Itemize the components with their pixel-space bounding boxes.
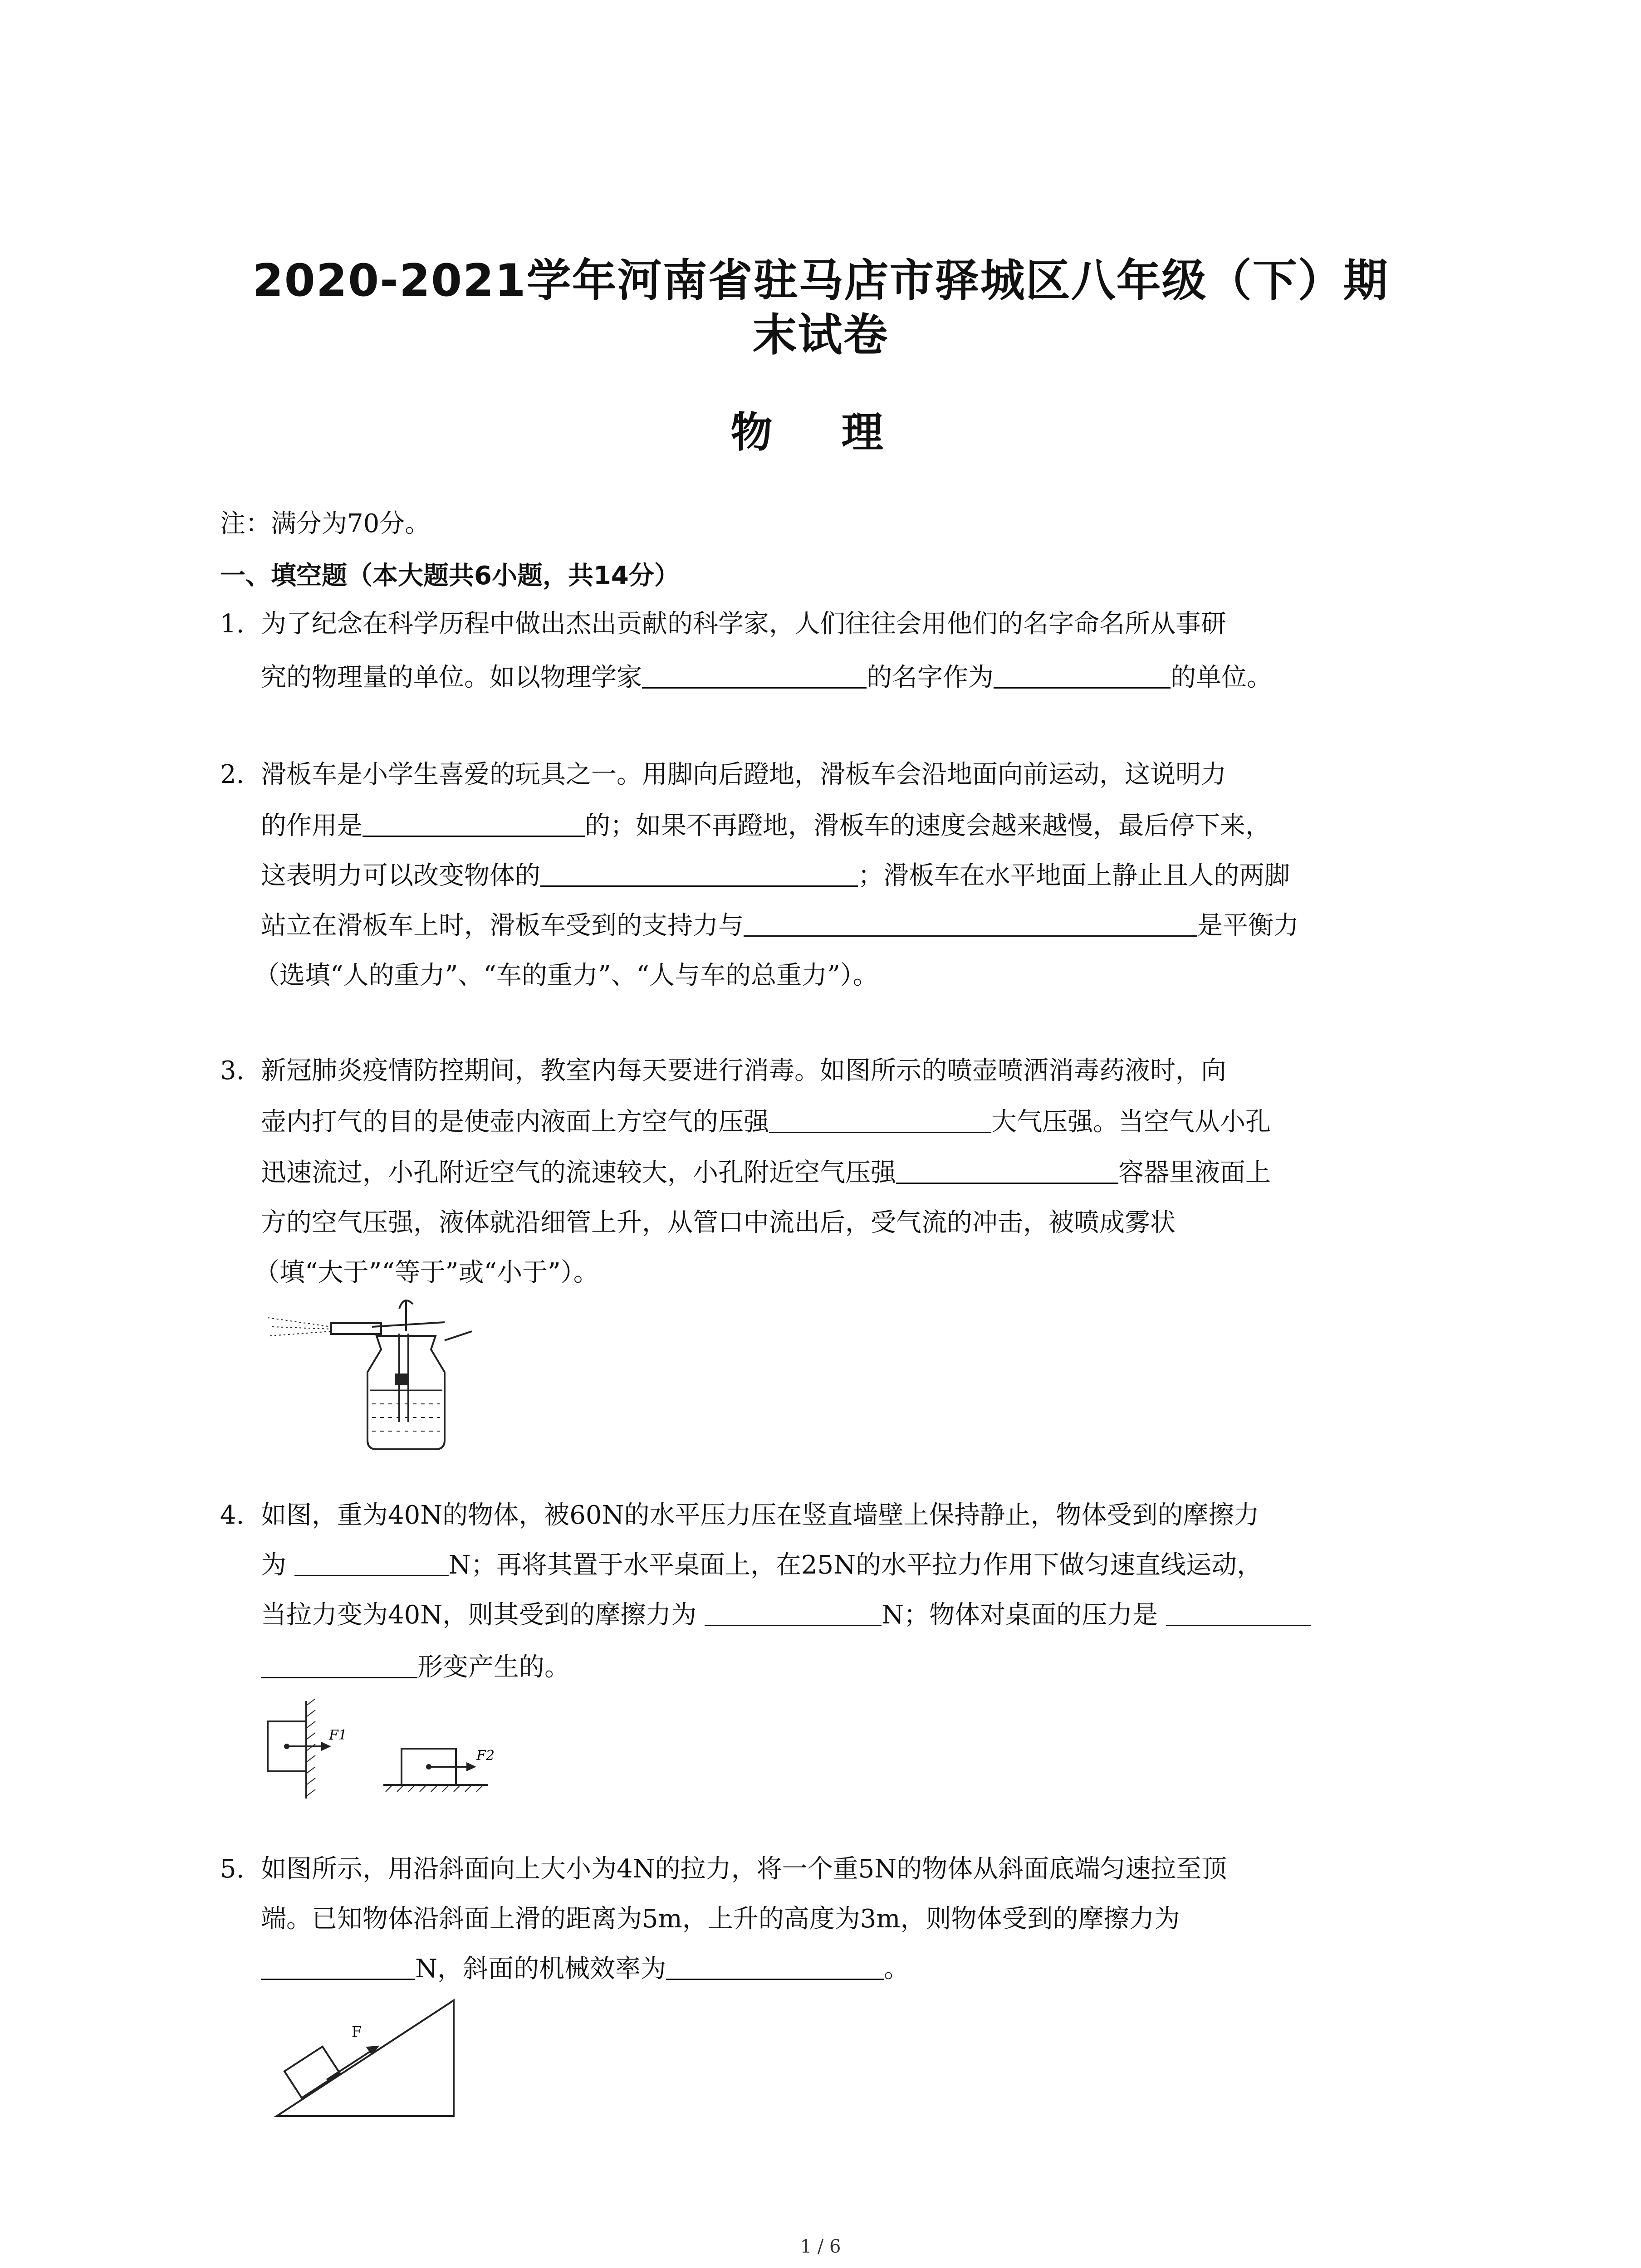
document-title-line1: 2020-2021学年河南省驻马店市驿城区八年级（下）期 xyxy=(252,255,1389,307)
question-1-line1: 1. 为了纪念在科学历程中做出杰出贡献的科学家，人们往往会用他们的名字命名所从事研 xyxy=(220,608,1226,640)
force-diagram-figure xyxy=(261,1696,560,1805)
answer-blank[interactable] xyxy=(540,860,858,887)
question-5-line2: 端。已知物体沿斜面上滑的距离为5m，上升的高度为3m，则物体受到的摩擦力为 xyxy=(261,1904,1180,1934)
answer-blank[interactable] xyxy=(261,1652,417,1678)
section-heading: 一、填空题（本大题共6小题，共14分） xyxy=(220,561,680,591)
force-label-f1: F1 xyxy=(329,1727,347,1743)
question-3-line4: 方的空气压强，液体就沿细管上升，从管口中流出后，受气流的冲击，被喷成雾状 xyxy=(261,1208,1176,1237)
page-number: 1 / 6 xyxy=(800,2236,841,2257)
answer-blank[interactable] xyxy=(994,662,1171,689)
question-4-line4: 形变产生的。 xyxy=(261,1651,570,1684)
table-hatching xyxy=(386,1785,483,1792)
question-4-line2: 为 N；再将其置于水平桌面上，在25N的水平拉力作用下做匀速直线运动， xyxy=(261,1550,1263,1580)
question-3-line5: （填“大于”“等于”或“小于”）。 xyxy=(254,1258,599,1287)
question-2-line3: 这表明力可以改变物体的 ；滑板车在水平地面上静止且人的两脚 xyxy=(261,861,1290,890)
question-number: 2. xyxy=(220,760,245,789)
question-2-line2: 的作用是 的；如果不再蹬地，滑板车的速度会越来越慢，最后停下来， xyxy=(261,811,1271,841)
question-number: 3. xyxy=(220,1056,245,1085)
force-label-f: F xyxy=(352,2023,362,2040)
question-3-line1: 3. 新冠肺炎疫情防控期间，教室内每天要进行消毒。如图所示的喷壶喷洒消毒药液时，向 xyxy=(220,1055,1226,1087)
answer-blank[interactable] xyxy=(1166,1599,1311,1626)
question-1-line2: 究的物理量的单位。如以物理学家 的名字作为 的单位。 xyxy=(261,663,1272,692)
question-2-line5: （选填“人的重力”、“车的重力”、“人与车的总重力”）。 xyxy=(254,961,878,990)
answer-blank[interactable] xyxy=(896,1157,1118,1184)
answer-blank[interactable] xyxy=(362,810,585,837)
document-title-line2: 末试卷 xyxy=(752,309,889,361)
wall-hatching xyxy=(306,1699,315,1796)
answer-blank[interactable] xyxy=(705,1599,882,1626)
answer-blank[interactable] xyxy=(642,662,867,689)
question-number: 1. xyxy=(220,609,245,639)
question-5-line1: 5. 如图所示，用沿斜面向上大小为4N的拉力，将一个重5N的物体从斜面底端匀速拉至顶 xyxy=(220,1853,1227,1886)
answer-blank[interactable] xyxy=(261,1953,415,1980)
question-number: 5. xyxy=(220,1854,245,1884)
question-3-line2: 壶内打气的目的是使壶内液面上方空气的压强 大气压强。当空气从小孔 xyxy=(261,1107,1271,1137)
question-4-line3: 当拉力变为40N，则其受到的摩擦力为 N；物体对桌面的压力是 xyxy=(261,1599,1311,1632)
question-2-line1: 2. 滑板车是小学生喜爱的玩具之一。用脚向后蹬地，滑板车会沿地面向前运动，这说明力 xyxy=(220,758,1226,791)
answer-blank[interactable] xyxy=(769,1106,991,1133)
score-note: 注：满分为70分。 xyxy=(220,509,431,538)
question-number: 4. xyxy=(220,1501,245,1530)
answer-blank[interactable] xyxy=(666,1953,884,1980)
question-4-line1: 4. 如图，重为40N的物体，被60N的水平压力压在竖直墙壁上保持静止，物体受到的摩擦力 xyxy=(220,1499,1259,1532)
spray-mist-icon xyxy=(268,1318,331,1336)
question-2-line4: 站立在滑板车上时，滑板车受到的支持力与 是平衡力 xyxy=(261,911,1299,940)
answer-blank[interactable] xyxy=(744,910,1197,937)
subject-title: 物 理 xyxy=(730,408,911,457)
force-label-f2: F2 xyxy=(476,1748,495,1764)
question-5-line3: N，斜面的机械效率为 。 xyxy=(261,1953,909,1985)
question-3-line3: 迅速流过，小孔附近空气的流速较大，小孔附近空气压强 容器里液面上 xyxy=(261,1158,1271,1188)
incline-figure xyxy=(263,1987,472,2123)
answer-blank[interactable] xyxy=(294,1549,449,1576)
spray-bottle-figure xyxy=(263,1290,499,1454)
